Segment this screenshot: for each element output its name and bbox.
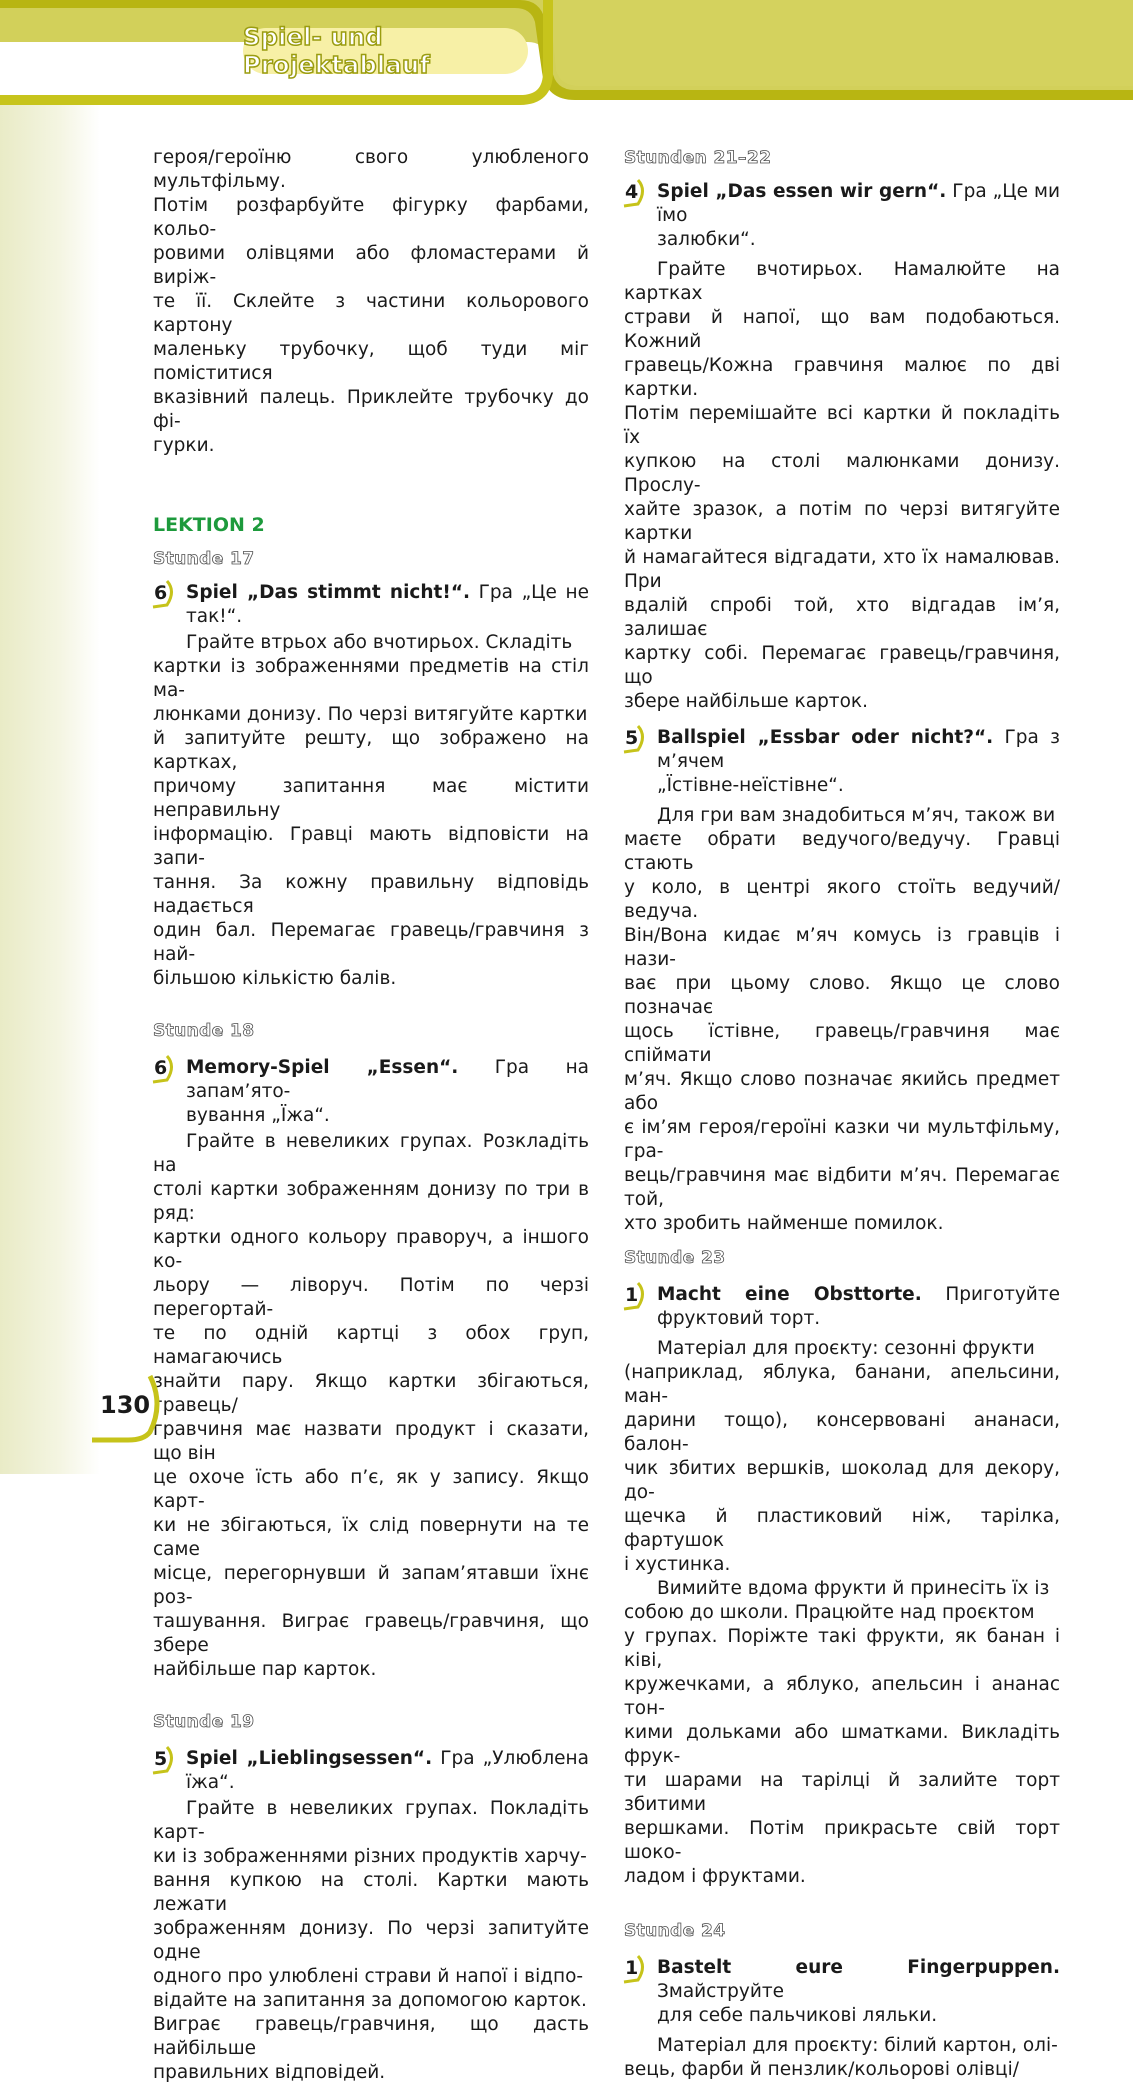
text-line: чик збитих вершків, шоколад для декору, до- <box>624 1458 1060 1503</box>
text-line: вершками. Потім прикрасьте свій торт шоко- <box>624 1818 1060 1863</box>
task-title-ua: Гра „Це ми їмо <box>657 181 1061 226</box>
task-number-badge: 1 <box>622 1281 648 1309</box>
text-line: щечка й пластиковий ніж, тарілка, фартушок <box>624 1506 1060 1551</box>
page-number-bracket-icon <box>88 1374 168 1444</box>
task-title-line2: для себе пальчикові ляльки. <box>657 2005 938 2026</box>
text-line: тання. За кожну правильну відповідь надається <box>153 872 589 917</box>
text-line: гурки. <box>153 435 215 456</box>
text-line: хто зробить найменше помилок. <box>624 1213 944 1234</box>
text-line: більшою кількістю балів. <box>153 968 397 989</box>
text-line: маленьку трубочку, щоб туди міг поміститися <box>153 339 589 384</box>
text-line: Матеріал для проєкту: сезонні фрукти <box>657 1338 1035 1359</box>
task-body <box>153 1130 589 1682</box>
task-title-ua: Гра з м’ячем <box>657 727 1061 772</box>
text-line: вказівний палець. Приклейте трубочку до фі- <box>153 387 589 432</box>
text-line: у групах. Поріжте такі фрукти, як банан і ківі, <box>624 1626 1060 1671</box>
task-5-lieblingsessen <box>153 1747 589 1795</box>
left-column <box>153 146 589 2085</box>
text-line: ташування. Виграє гравець/гравчиня, що збере <box>153 1611 589 1656</box>
text-line: збере найбільше карток. <box>624 691 868 712</box>
task-5-essbar-oder-nicht <box>624 726 1060 798</box>
task-6-memory-spiel <box>153 1056 589 1128</box>
task-title: Macht eine Obsttorte. <box>657 1284 922 1305</box>
text-line: Грайте вчотирьох. Намалюйте на картках <box>624 259 1060 304</box>
task-title: Memory-Spiel „Essen“. <box>186 1057 459 1078</box>
task-number-badge: 4 <box>622 178 648 206</box>
stunde-19-heading: Stunde 19 <box>153 1712 255 1732</box>
text-line: купкою на столі малюнками донизу. Прослу- <box>624 451 1060 496</box>
text-line: картки одного кольору праворуч, а іншого ко- <box>153 1227 589 1272</box>
text-line: картку собі. Перемагає гравець/гравчиня, що <box>624 643 1060 688</box>
task-4-das-essen-wir-gern <box>624 180 1060 252</box>
text-line: кими дольками або шматками. Викладіть фрук- <box>624 1722 1060 1767</box>
text-line: хайте зразок, а потім по черзі витягуйте картки <box>624 499 1060 544</box>
text-line: собою до школи. Працюйте над проєктом <box>624 1602 1035 1623</box>
text-line: Грайте в невеликих групах. Розкладіть на <box>153 1131 589 1176</box>
task-number-badge: 6 <box>151 1054 177 1082</box>
task-6-das-stimmt-nicht <box>153 581 589 629</box>
text-line: одного про улюблені страви й напої і відпо- <box>153 1966 584 1987</box>
right-column <box>624 146 1060 2082</box>
task-number-badge: 6 <box>151 579 177 607</box>
stunden-21-22-heading: Stunden 21–22 <box>624 148 772 168</box>
task-body <box>153 1797 589 2085</box>
task-title-ua: Змайструйте <box>657 1981 784 2002</box>
task-1-obsttorte <box>624 1283 1060 1331</box>
text-line: відайте на запитання за допомогою карток. <box>153 1990 587 2011</box>
text-line: Вимийте вдома фрукти й принесіть їх із <box>657 1578 1050 1599</box>
text-line: Матеріал для проєкту: білий картон, олі- <box>657 2035 1058 2056</box>
text-line: (наприклад, яблука, банани, апельсини, ман- <box>624 1362 1060 1407</box>
stunde-23-heading: Stunde 23 <box>624 1248 726 1268</box>
task-title-ua: Приготуйте <box>921 1284 1060 1305</box>
text-line: один бал. Перемагає гравець/гравчиня з най- <box>153 920 589 965</box>
intro-paragraph <box>153 146 589 458</box>
text-line: ки не збігаються, їх слід повернути на те саме <box>153 1515 589 1560</box>
task-title-line2: залюбки“. <box>657 229 756 250</box>
task-title-line2: „Їстівне-неїстівне“. <box>657 775 844 796</box>
task-body <box>153 631 589 991</box>
section-header-title: Spiel- und Projektablauf <box>243 23 431 79</box>
text-line: це охоче їсть або п’є, як у запису. Якщо карт- <box>153 1467 589 1512</box>
task-body <box>624 258 1060 714</box>
text-line: ладом і фруктами. <box>624 1866 806 1887</box>
text-line: ровими олівцями або фломастерами й виріж- <box>153 243 589 288</box>
text-line: картки із зображеннями предметів на стіл ма- <box>153 656 589 701</box>
text-line: є ім’ям героя/героїні казки чи мультфільму, гра- <box>624 1117 1060 1162</box>
text-line: Потім перемішайте всі картки й покладіть їх <box>624 403 1060 448</box>
text-line: у коло, в центрі якого стоїть ведучий/ведуча. <box>624 877 1060 922</box>
text-line: кружечками, а яблуко, апельсин і ананас тон- <box>624 1674 1060 1719</box>
text-line: Потім розфарбуйте фігурку фарбами, кольо- <box>153 195 589 240</box>
task-title: Bastelt eure Fingerpuppen. <box>657 1957 1060 1978</box>
text-line: вдалій спробі той, хто відгадав ім’я, залишає <box>624 595 1060 640</box>
task-body <box>624 1337 1060 1889</box>
text-line: те її. Склейте з частини кольорового картону <box>153 291 589 336</box>
text-line: щось їстівне, гравець/гравчиня має спіймати <box>624 1021 1060 1066</box>
section-header <box>243 23 528 79</box>
text-line: гравець/Кожна гравчиня малює по дві картки. <box>624 355 1060 400</box>
text-line: Виграє гравець/гравчиня, що дасть найбільше <box>153 2014 589 2059</box>
page-sidebar-shade <box>0 100 100 1474</box>
text-line: дарини тощо), консервовані ананаси, балон- <box>624 1410 1060 1455</box>
text-line: м’яч. Якщо слово позначає якийсь предмет або <box>624 1069 1060 1114</box>
task-number-badge: 5 <box>151 1745 177 1773</box>
text-line: й запитуйте решту, що зображено на картках, <box>153 728 589 773</box>
text-line: і хустинка. <box>624 1554 731 1575</box>
lektion-heading: LEKTION 2 <box>153 514 265 536</box>
text-line: ки із зображеннями різних продуктів харчу- <box>153 1846 587 1867</box>
text-line: причому запитання має містити неправильну <box>153 776 589 821</box>
task-body <box>624 804 1060 1236</box>
task-title-ua: Гра „Це не так!“. <box>186 582 589 627</box>
text-line: правильних відповідей. <box>153 2062 386 2083</box>
page-number: 130 <box>88 1379 158 1439</box>
text-line: вець/гравчиня має відбити м’яч. Перемагає той, <box>624 1165 1060 1210</box>
stunde-18-heading: Stunde 18 <box>153 1021 255 1041</box>
task-title: Ballspiel „Essbar oder nicht?“. <box>657 727 994 748</box>
text-line: столі картки зображенням донизу по три в ряд: <box>153 1179 589 1224</box>
text-line: Грайте втрьох або вчотирьох. Складіть <box>186 632 573 653</box>
task-1-fingerpuppen <box>624 1956 1060 2028</box>
text-line: гравчиня має назвати продукт і сказати, що він <box>153 1419 589 1464</box>
stunde-17-heading: Stunde 17 <box>153 549 255 569</box>
text-line: те по одній картці з обох груп, намагаючись <box>153 1323 589 1368</box>
task-number-badge: 1 <box>622 1954 648 1982</box>
text-line: люнками донизу. По черзі витягуйте картки <box>153 704 588 725</box>
text-line: Він/Вона кидає м’яч комусь із гравців і нази- <box>624 925 1060 970</box>
text-line: льору — ліворуч. Потім по черзі перегортай- <box>153 1275 589 1320</box>
stunde-24-heading: Stunde 24 <box>624 1921 726 1941</box>
text-line: знайти пару. Якщо картки збігаються, гравець/ <box>153 1371 589 1416</box>
text-line: ти шарами на тарілці й залийте торт збитими <box>624 1770 1060 1815</box>
text-line: вання купкою на столі. Картки мають лежати <box>153 1870 589 1915</box>
text-line: ває при цьому слово. Якщо це слово позначає <box>624 973 1060 1018</box>
text-line: найбільше пар карток. <box>153 1659 377 1680</box>
task-title: Spiel „Das stimmt nicht!“. <box>186 582 471 603</box>
task-number-badge: 5 <box>622 724 648 752</box>
task-title-ua: Гра „Улюблена їжа“. <box>186 1748 589 1793</box>
text-line: й намагайтеся відгадати, хто їх намалював. При <box>624 547 1060 592</box>
task-title-line2: фруктовий торт. <box>657 1308 821 1329</box>
task-body <box>624 2034 1060 2082</box>
text-line: страви й напої, що вам подобаються. Кожний <box>624 307 1060 352</box>
text-line: Грайте в невеликих групах. Покладіть карт- <box>153 1798 589 1843</box>
text-line: місце, перегорнувши й запам’ятавши їхнє роз- <box>153 1563 589 1608</box>
text-line: героя/героїню свого улюбленого мультфільму. <box>153 147 589 192</box>
task-title-line2: вування „Їжа“. <box>186 1105 330 1126</box>
task-title: Spiel „Lieblingsessen“. <box>186 1748 433 1769</box>
task-title-ua: Гра на запам’ято- <box>186 1057 589 1102</box>
text-line: вець, фарби й пензлик/кольорові олівці/ <box>624 2059 1019 2080</box>
text-line: маєте обрати ведучого/ведучу. Гравці стають <box>624 829 1060 874</box>
text-line: Для гри вам знадобиться м’яч, також ви <box>657 805 1056 826</box>
task-title: Spiel „Das essen wir gern“. <box>657 181 947 202</box>
text-line: інформацію. Гравці мають відповісти на запи- <box>153 824 589 869</box>
text-line: зображенням донизу. По черзі запитуйте одне <box>153 1918 589 1963</box>
